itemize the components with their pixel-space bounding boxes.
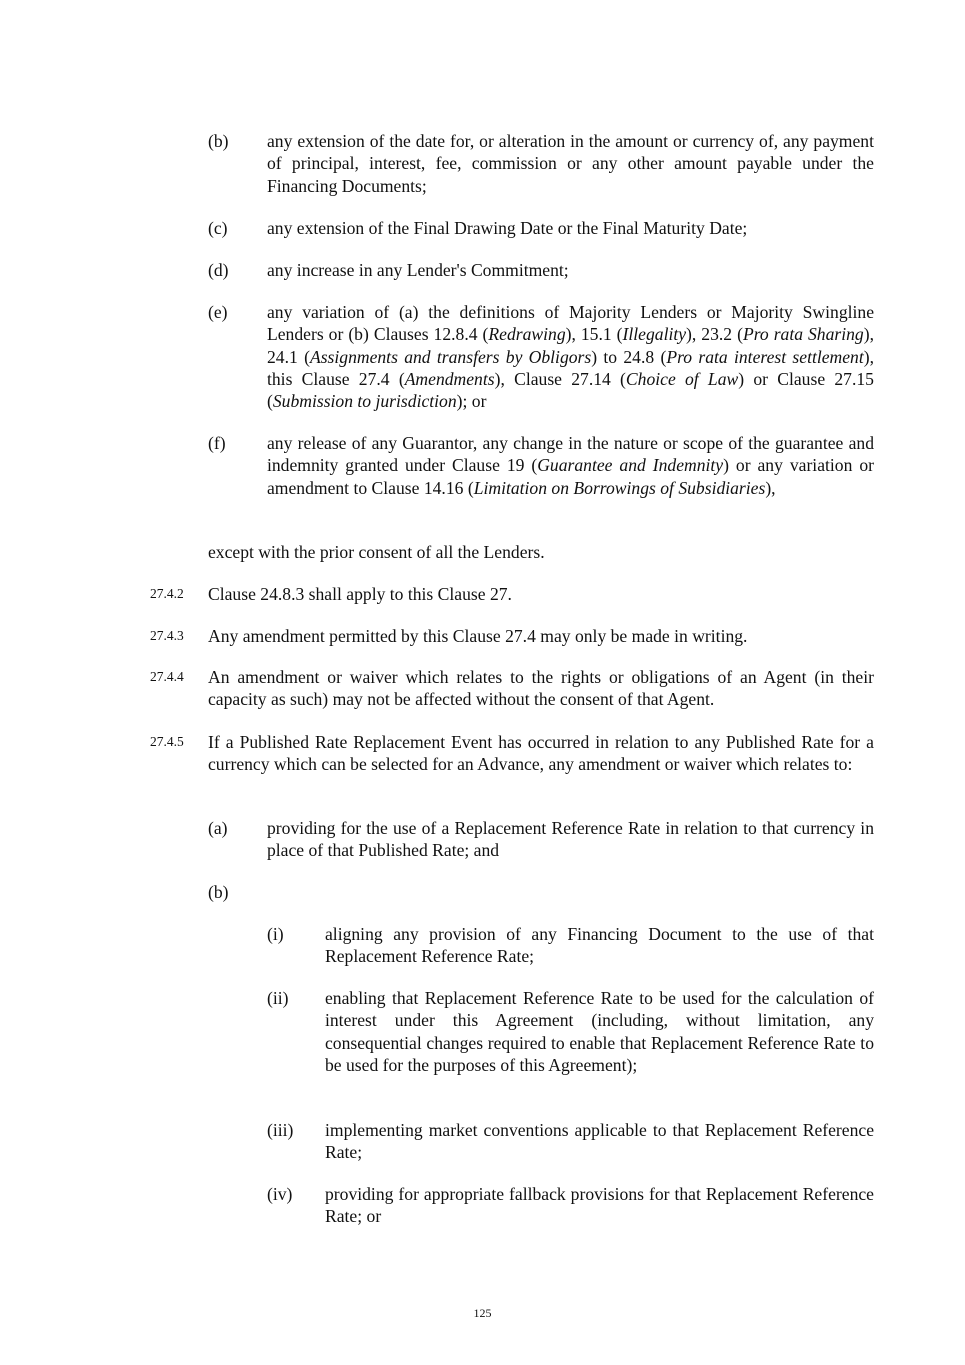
sub-item-text: providing for the use of a Replacement Reference Rate in relation to that currency in place of that Published Rate; and bbox=[267, 818, 874, 861]
roman-item-label: (ii) bbox=[267, 988, 289, 1008]
item-label: (b) bbox=[208, 131, 229, 151]
item-label: (f) bbox=[208, 433, 226, 453]
roman-item-label: (iii) bbox=[267, 1120, 294, 1140]
clause-text: Any amendment permitted by this Clause 27.4 may only be made in writing. bbox=[208, 626, 748, 646]
roman-item-text: aligning any provision of any Financing Document to the use of that Replacement Reference Rate; bbox=[325, 924, 874, 967]
roman-item-label: (iv) bbox=[267, 1184, 293, 1204]
roman-item-text: implementing market conventions applicable to that Replacement Reference Rate; bbox=[325, 1120, 874, 1163]
item-text: any increase in any Lender's Commitment; bbox=[267, 260, 569, 280]
clause-text: An amendment or waiver which relates to the rights or obligations of an Agent (in their capacity as such) may not be affected without the consent of that Agent. bbox=[208, 667, 874, 710]
item-text: any extension of the date for, or alteration in the amount or currency of, any payment of principal, interest, fee, commission or any other amount payable under the Financing Documents; bbox=[267, 131, 874, 196]
sub-item-label: (b) bbox=[208, 882, 229, 902]
item-text-with-references: any variation of (a) the definitions of Majority Lenders or Majority Swingline Lenders or (b) Clauses 12.8.4 (Redrawing), 15.1 (Illegality), 23.2 (Pro rata Sharing), 24.1 (Assignments and transfers by Obligors) to 24.8 (Pro rata interest settlement), this Clause 27.4 (Amendments), Clause 27.14 (Choice of Law) or Clause 27.15 (Submission to jurisdiction); or bbox=[267, 302, 875, 412]
except-paragraph: except with the prior consent of all the Lenders. bbox=[208, 542, 545, 562]
clause-number: 27.4.2 bbox=[150, 586, 184, 601]
clause-number: 27.4.4 bbox=[150, 669, 184, 684]
item-label: (d) bbox=[208, 260, 229, 280]
clause-text: If a Published Rate Replacement Event has occurred in relation to any Published Rate for a currency which can be selected for an Advance, any amendment or waiver which relates to: bbox=[208, 732, 874, 775]
item-text-with-references: any release of any Guarantor, any change in the nature or scope of the guarantee and indemnity granted under Clause 19 (Guarantee and Indemnity) or any variation or amendment to Clause 14.16 (Limitation on Borrowings of Subsidiaries), bbox=[267, 433, 874, 498]
roman-item-text: enabling that Replacement Reference Rate to be used for the calculation of interest under this Agreement (including, without limitation, any consequential changes required to enable that Replacement Reference Rate to be used for the purposes of this Agreement); bbox=[325, 988, 874, 1075]
item-label: (c) bbox=[208, 218, 228, 238]
clause-text: Clause 24.8.3 shall apply to this Clause 27. bbox=[208, 584, 512, 604]
item-label: (e) bbox=[208, 302, 228, 322]
roman-item-text: providing for appropriate fallback provisions for that Replacement Reference Rate; or bbox=[325, 1184, 874, 1227]
clause-number: 27.4.3 bbox=[150, 628, 184, 643]
item-text: any extension of the Final Drawing Date or the Final Maturity Date; bbox=[267, 218, 748, 238]
roman-item-label: (i) bbox=[267, 924, 284, 944]
clause-number: 27.4.5 bbox=[150, 734, 184, 749]
page-number: 125 bbox=[473, 1306, 492, 1320]
sub-item-label: (a) bbox=[208, 818, 228, 838]
